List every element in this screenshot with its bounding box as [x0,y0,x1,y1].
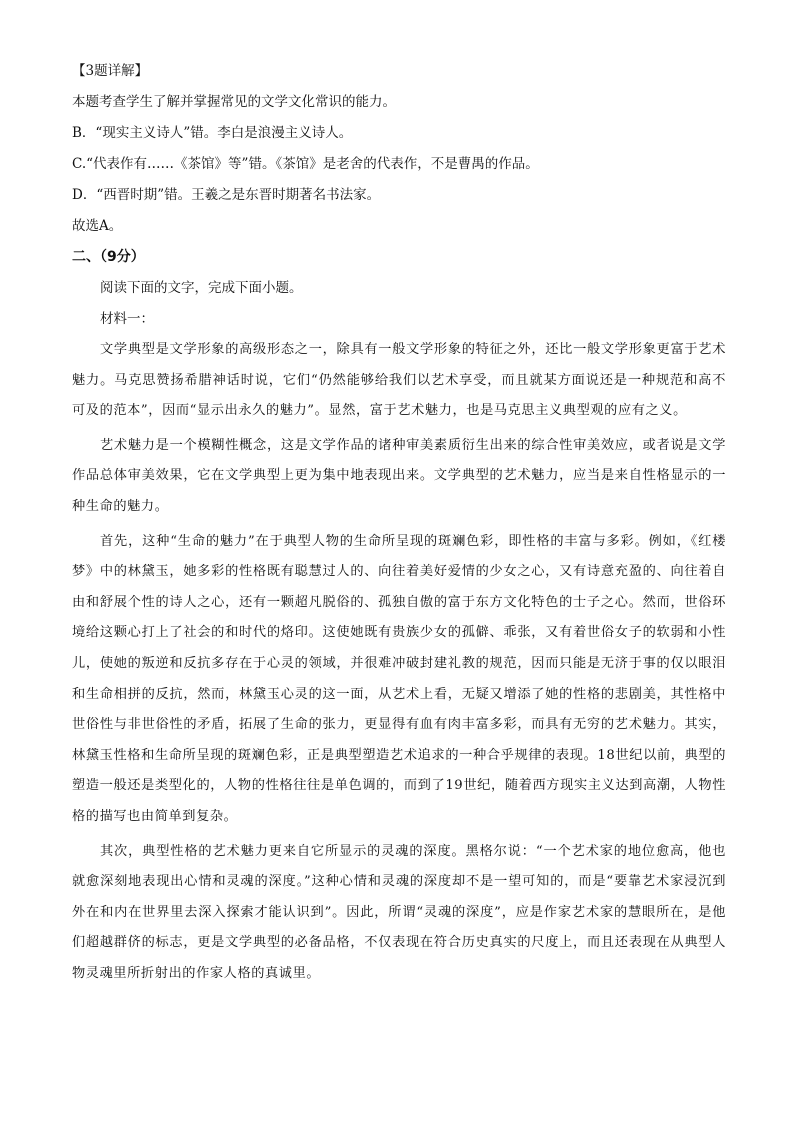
material-paragraph-1: 文学典型是文学形象的高级形态之一，除具有一般文学形象的特征之外，还比一般文学形象更富于艺术魅力。马克思赞扬希腊神话时说，它们“仍然能够给我们以艺术享受，而且就某方面说还是一种规范和高不可及的范本”，因而“显示出永久的魅力”。显然，富于艺术魅力，也是马克思主义典型观的应有之义。 [72,342,726,419]
answer-option-d: D．“西晋时期”错。王羲之是东晋时期著名书法家。 [72,187,381,203]
material-paragraph-3: 首先，这种“生命的魅力”在于典型人物的生命所呈现的斑斓色彩，即性格的丰富与多彩。例如，《红楼梦》中的林黛玉，她多彩的性格既有聪慧过人的、向往着美好爱情的少女之心，又有诗意充盈的、向往着自由和舒展个性的诗人之心，还有一颗超凡脱俗的、孤独自傲的富于东方文化特色的士子之心。然而，世俗环境给这颗心打上了社会的和时代的烙印。这使她既有贵族少女的孤僻、乖张，又有着世俗女子的软弱和小性儿，使她的叛逆和反抗多存在于心灵的领域，并很难冲破封建礼教的规范，因而只能是无济于事的仅以眼泪和生命相拼的反抗，然而，林黛玉心灵的这一面，从艺术上看，无疑又增添了她的性格的悲剧美，其性格中世俗性与非世俗性的矛盾，拓展了生命的张力，更显得有血有肉丰富多彩，而具有无穷的艺术魅力。其实，林黛玉性格和生命所呈现的斑斓色彩，正是典型塑造艺术追求的一种合乎规律的表现。18世纪以前，典型的塑造一般还是类型化的，人物的性格往往是单色调的，而到了19世纪，随着西方现实主义达到高潮，人物性格的描写也由简单到复杂。 [72,533,726,824]
answer-option-c: C.“代表作有……《茶馆》等”错。《茶馆》是老舍的代表作，不是曹禺的作品。 [72,156,539,172]
section-instruction: 阅读下面的文字，完成下面小题。 [100,280,303,296]
material-paragraph-2: 艺术魅力是一个模糊性概念，这是文学作品的诸种审美素质衍生出来的综合性审美效应，或者说是文学作品总体审美效果，它在文学典型上更为集中地表现出来。文学典型的艺术魅力，应当是来自性格显示的一种生命的魅力。 [72,437,726,514]
material-paragraph-4: 其次，典型性格的艺术魅力更来自它所显示的灵魂的深度。黑格尔说：“一个艺术家的地位愈高，他也就愈深刻地表现出心情和灵魂的深度。”这种心情和灵魂的深度却不是一望可知的，而是“要靠艺术家浸沉到外在和内在世界里去深入探索才能认识到”。因此，所谓“灵魂的深度”，应是作家艺术家的慧眼所在，是他们超越群侪的标志，更是文学典型的必备品格，不仅表现在符合历史真实的尺度上，而且还表现在从典型人物灵魂里所折射出的作家人格的真诚里。 [72,843,726,981]
material-label: 材料一： [100,311,154,327]
document-page [72,56,726,993]
answer-intro: 本题考查学生了解并掌握常见的文学文化常识的能力。 [72,94,396,110]
answer-choice: 故选A。 [72,218,123,234]
answer-option-b: B．“现实主义诗人”错。李白是浪漫主义诗人。 [72,125,353,141]
answer-heading: 【3题详解】 [72,63,149,79]
section-title: 二、（9分） [72,249,145,265]
